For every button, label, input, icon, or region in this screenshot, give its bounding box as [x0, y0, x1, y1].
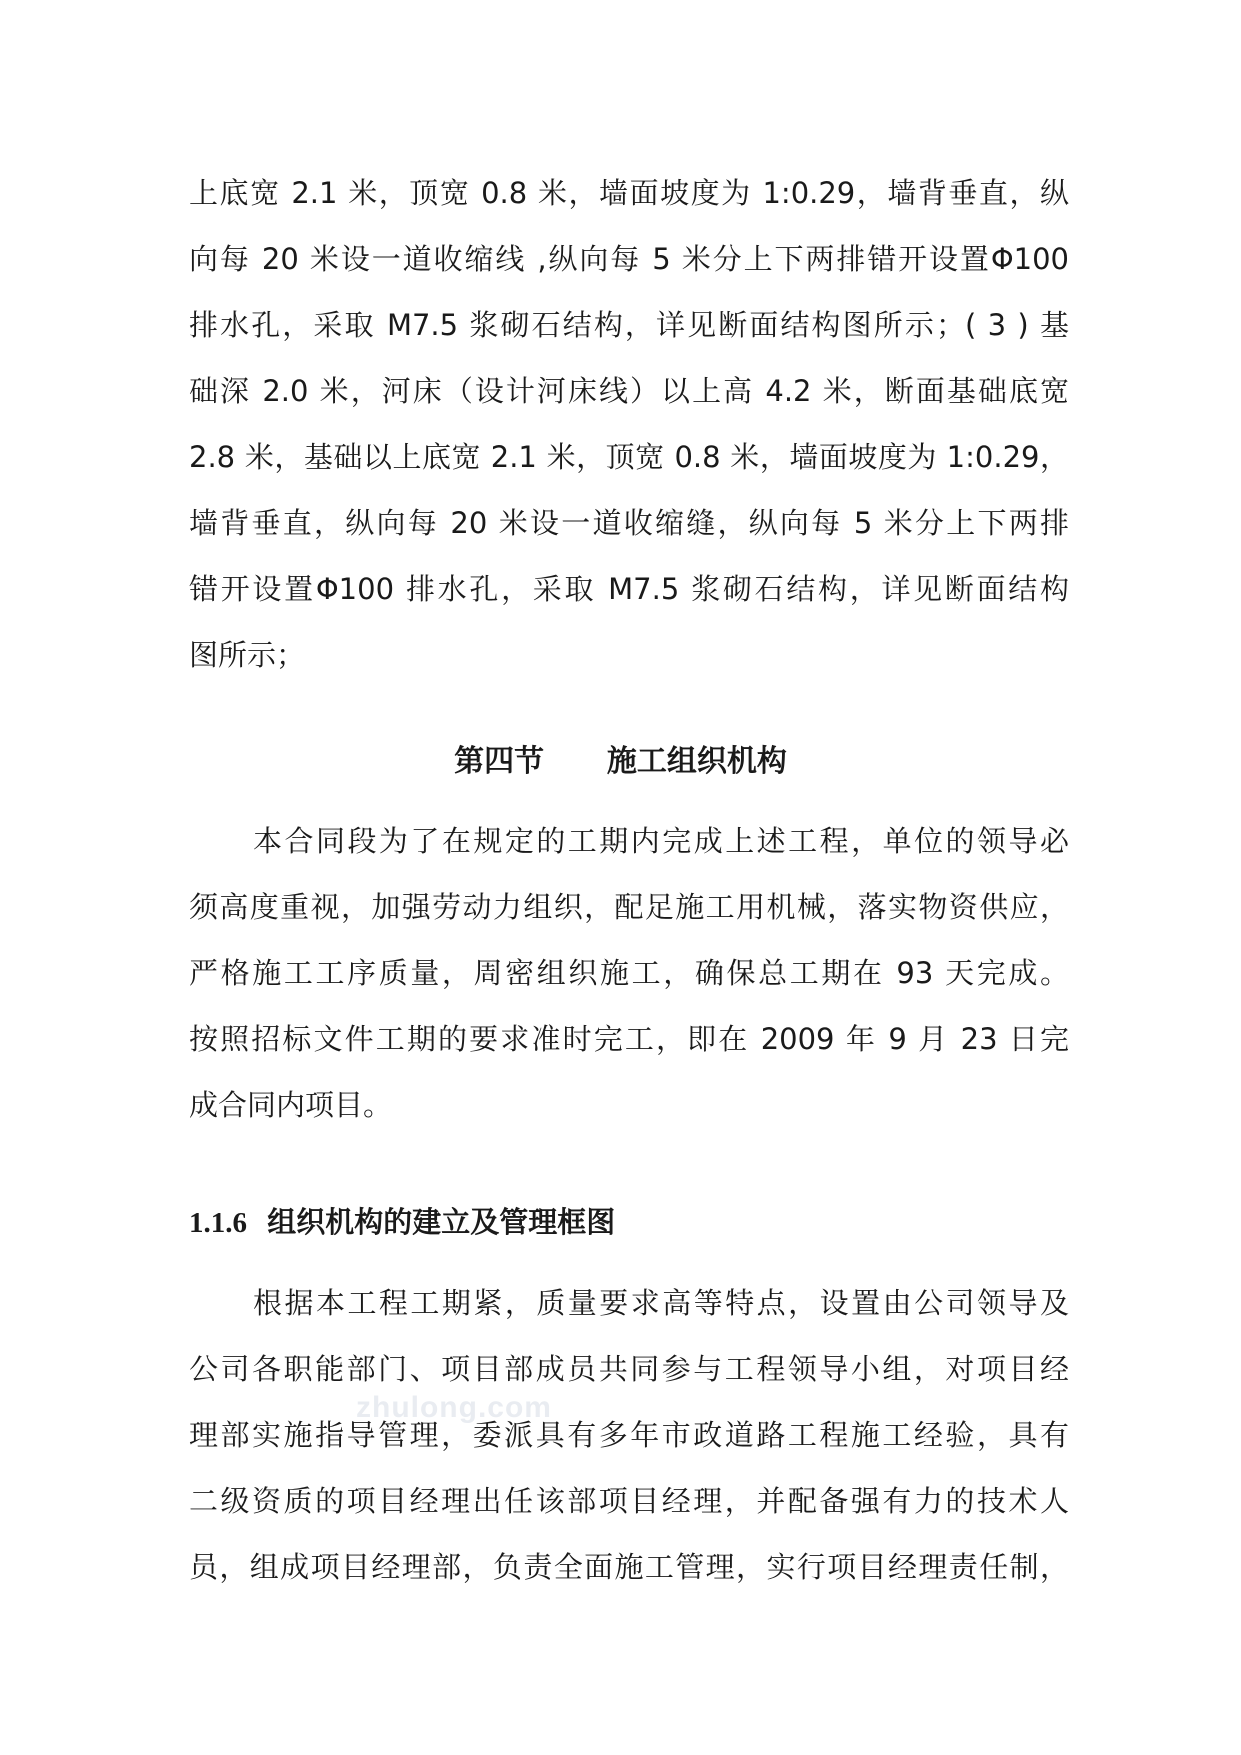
- subsection-heading: [189, 1200, 615, 1245]
- watermark: zhulong.com: [356, 1391, 552, 1424]
- text-line: 错开设置Φ100 排水孔，采取 M7.5 浆砌石结构，详见断面结构: [189, 572, 1069, 606]
- text-line: 按照招标文件工期的要求准时完工，即在 2009 年 9 月 23 日完: [189, 1022, 1069, 1056]
- text-line: 严格施工工序质量，周密组织施工，确保总工期在 93 天完成。: [189, 956, 1069, 990]
- text-line: 上底宽 2.1 米，顶宽 0.8 米，墙面坡度为 1:0.29，墙背垂直，纵: [189, 176, 1069, 210]
- subsection-title: 组织机构的建立及管理框图: [267, 1205, 616, 1239]
- text-line: 墙背垂直，纵向每 20 米设一道收缩缝，纵向每 5 米分上下两排: [189, 506, 1069, 540]
- text-line: 二级资质的项目经理出任该部项目经理，并配备强有力的技术人: [189, 1484, 1069, 1518]
- subsection-number: 1.1.6: [189, 1207, 247, 1239]
- text-line: 排水孔，采取 M7.5 浆砌石结构，详见断面结构图所示；( 3 ) 基: [189, 308, 1069, 342]
- text-line: 理部实施指导管理，委派具有多年市政道路工程施工经验，具有: [189, 1418, 1069, 1452]
- text-line: 础深 2.0 米，河床（设计河床线）以上高 4.2 米，断面基础底宽: [189, 374, 1069, 408]
- text-line: 2.8 米，基础以上底宽 2.1 米，顶宽 0.8 米，墙面坡度为 1:0.29，: [189, 440, 1069, 474]
- text-line: 图所示；: [189, 638, 306, 672]
- text-line: 员，组成项目经理部，负责全面施工管理，实行项目经理责任制，: [189, 1550, 1069, 1584]
- text-line: 公司各职能部门、项目部成员共同参与工程领导小组，对项目经: [189, 1352, 1069, 1386]
- text-line: 成合同内项目。: [189, 1088, 393, 1122]
- text-line: 本合同段为了在规定的工期内完成上述工程，单位的领导必: [253, 824, 1069, 858]
- text-line: 根据本工程工期紧，质量要求高等特点，设置由公司领导及: [253, 1286, 1069, 1320]
- section-title: 第四节 施工组织机构: [454, 744, 787, 779]
- text-line: 向每 20 米设一道收缩线 ,纵向每 5 米分上下两排错开设置Φ100: [189, 242, 1069, 276]
- text-line: 须高度重视，加强劳动力组织，配足施工用机械，落实物资供应，: [189, 890, 1069, 924]
